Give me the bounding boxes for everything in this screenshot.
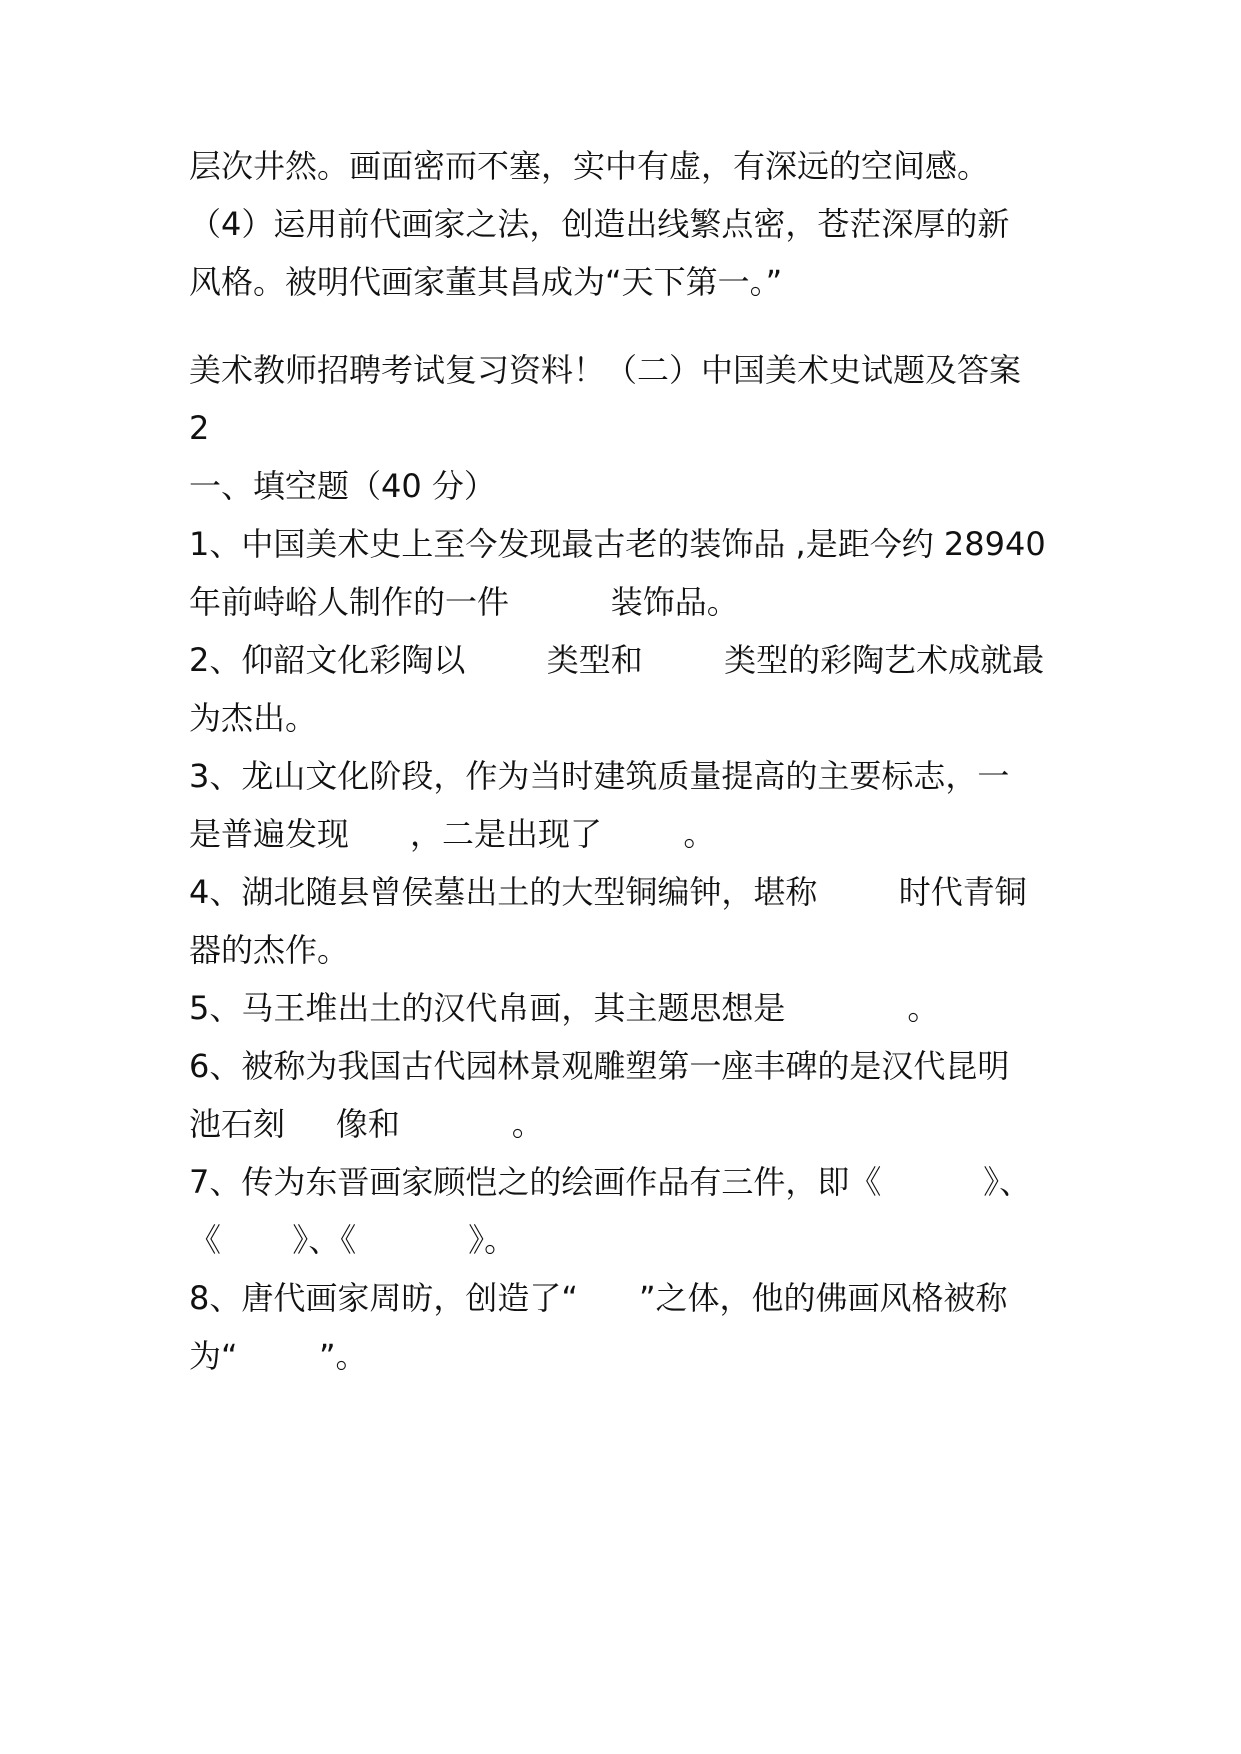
question-5-line-1: 5、马王堆出土的汉代帛画，其主题思想是 。 xyxy=(189,989,940,1027)
question-6-line-2: 池石刻 像和 。 xyxy=(189,1105,544,1143)
document-heading-continuation: 2 xyxy=(189,409,210,447)
question-2-line-2: 为杰出。 xyxy=(189,699,318,737)
question-1-line-2: 年前峙峪人制作的一件 装饰品。 xyxy=(189,583,739,621)
question-4-line-1: 4、湖北随县曾侯墓出土的大型铜编钟，堪称 时代青铜 xyxy=(189,873,1027,911)
document-heading: 美术教师招聘考试复习资料！（二）中国美术史试题及答案 xyxy=(189,351,1022,389)
question-3-line-2: 是普遍发现 ，二是出现了 。 xyxy=(189,815,716,853)
question-2-line-1: 2、仰韶文化彩陶以 类型和 类型的彩陶艺术成就最 xyxy=(189,641,1045,679)
question-7-line-1: 7、传为东晋画家顾恺之的绘画作品有三件，即《 》、 xyxy=(189,1163,1032,1201)
question-1-line-1: 1、中国美术史上至今发现最古老的装饰品 ,是距今约 28940 xyxy=(189,525,1046,563)
paragraph-line: （4）运用前代画家之法，创造出线繁点密，苍茫深厚的新 xyxy=(189,205,1010,243)
question-3-line-1: 3、龙山文化阶段，作为当时建筑质量提高的主要标志，一 xyxy=(189,757,1010,795)
question-4-line-2: 器的杰作。 xyxy=(189,931,350,969)
question-7-line-2: 《 》、《 》。 xyxy=(189,1221,517,1259)
paragraph-line: 风格。被明代画家董其昌成为“天下第一。” xyxy=(189,263,783,301)
question-6-line-1: 6、被称为我国古代园林景观雕塑第一座丰碑的是汉代昆明 xyxy=(189,1047,1010,1085)
question-8-line-2: 为“ ”。 xyxy=(189,1337,368,1375)
question-8-line-1: 8、唐代画家周昉，创造了“ ”之体，他的佛画风格被称 xyxy=(189,1279,1008,1317)
section-title: 一、填空题（40 分） xyxy=(189,467,496,505)
paragraph-line: 层次井然。画面密而不塞，实中有虚，有深远的空间感。 xyxy=(189,147,990,185)
